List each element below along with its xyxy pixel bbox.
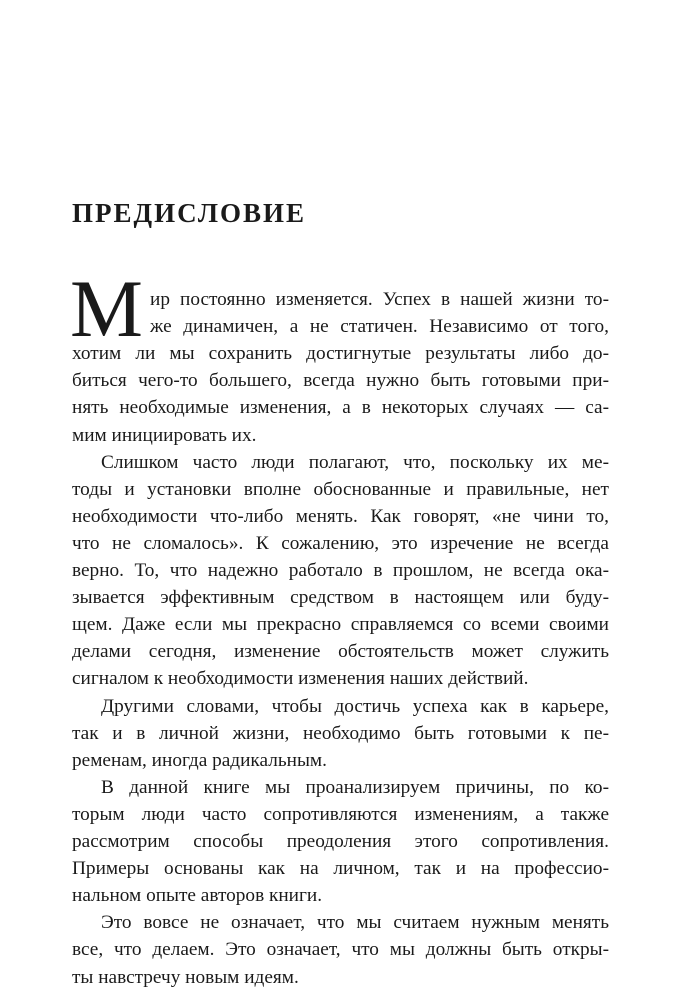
text-line: сигналом к необходимости изменения наших действий. bbox=[72, 668, 529, 690]
text-line: мим инициировать их. bbox=[72, 424, 257, 446]
text-line: Слишком часто люди полагают, что, поскольку их ме- bbox=[101, 451, 609, 473]
text-line: ир постоянно изменяется. Успех в нашей жизни то- bbox=[150, 289, 609, 310]
text-line: же динамичен, а не статичен. Независимо от того, bbox=[150, 316, 609, 338]
text-line: зывается эффективным средством в настоящем или буду- bbox=[72, 587, 609, 609]
drop-cap: М bbox=[70, 263, 143, 354]
text-line: так и в личной жизни, необходимо быть готовыми к пе- bbox=[72, 722, 609, 744]
text-line: щем. Даже если мы прекрасно справляемся со всеми своими bbox=[72, 614, 609, 636]
text-line: В данной книге мы проанализируем причины, по ко- bbox=[101, 776, 609, 798]
text-line: все, что делаем. Это означает, что мы должны быть откры- bbox=[72, 939, 609, 961]
text-line: верно. То, что надежно работало в прошлом, не всегда ока- bbox=[72, 560, 609, 581]
text-line: нять необходимые изменения, а в некоторых случаях — са- bbox=[72, 397, 609, 419]
text-line: хотим ли мы сохранить достигнутые результаты либо до- bbox=[72, 343, 609, 365]
text-line: ременам, иногда радикальным. bbox=[72, 749, 327, 771]
text-line: Примеры основаны как на личном, так и на профессио- bbox=[72, 858, 609, 880]
text-line: Другими словами, чтобы достичь успеха как в карьере, bbox=[101, 695, 609, 717]
text-line: рассмотрим способы преодоления этого сопротивления. bbox=[72, 831, 609, 852]
text-line: что не сломалось». К сожалению, это изречение не всегда bbox=[72, 532, 609, 554]
text-line: биться чего-то большего, всегда нужно быть готовыми при- bbox=[72, 370, 609, 392]
text-line: делами сегодня, изменение обстоятельств может служить bbox=[72, 641, 609, 663]
text-line: тоды и установки вполне обоснованные и правильные, нет bbox=[72, 478, 609, 500]
text-line: торым люди часто сопротивляются изменениям, а также bbox=[72, 803, 609, 825]
text-line: ты навстречу новым идеям. bbox=[72, 966, 299, 988]
text-line: нальном опыте авторов книги. bbox=[72, 885, 323, 907]
text-line: Это вовсе не означает, что мы считаем нужным менять bbox=[101, 912, 609, 934]
text-line: необходимости что-либо менять. Как говорят, «не чини то, bbox=[72, 505, 609, 527]
page-title: ПРЕДИСЛОВИЕ bbox=[72, 198, 307, 228]
